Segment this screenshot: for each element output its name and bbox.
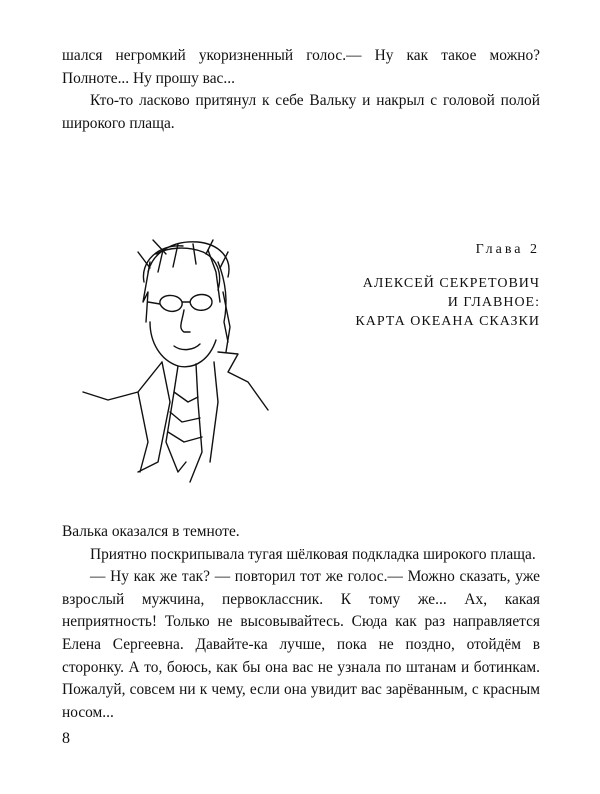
paragraph: Приятно поскрипывала тугая шёлковая подкладка широкого плаща. xyxy=(90,545,536,563)
man-with-glasses-sketch-icon xyxy=(78,232,278,492)
chapter-title-line: КАРТА ОКЕАНА СКАЗКИ xyxy=(355,314,540,329)
chapter-title-line: АЛЕКСЕЙ СЕКРЕТОВИЧ xyxy=(362,276,540,291)
paragraph: шался негромкий укоризненный голос.— Ну как такое можно? Полноте... Ну прошу вас... xyxy=(62,47,540,87)
chapter-number: Глава 2 xyxy=(475,242,540,257)
top-text-block xyxy=(62,45,540,135)
paragraph: Валька оказался в темноте. xyxy=(62,523,240,540)
chapter-title-line: И ГЛАВНОЕ: xyxy=(447,295,540,310)
paragraph: — Ну как же так? — повторил тот же голос.— Можно сказать, уже взрослый мужчина, первоклассник. К тому же... Ах, какая неприятность! Только не высовывайтесь. Сюда как раз направляется Елена Сергеевна. Давайте-ка лучше, пока не поздно, отойдём в сторонку. А то, боюсь, как бы она вас не узнала по штанам и ботинкам. Пожалуй, совсем ни к чему, если она увидит вас зарёванным, с красным носом... xyxy=(62,568,540,721)
bottom-text-block xyxy=(62,521,540,724)
paragraph: Кто-то ласково притянул к себе Вальку и накрыл с головой полой широкого плаща. xyxy=(62,92,540,132)
page-number: 8 xyxy=(62,730,70,747)
chapter-title xyxy=(300,274,540,331)
